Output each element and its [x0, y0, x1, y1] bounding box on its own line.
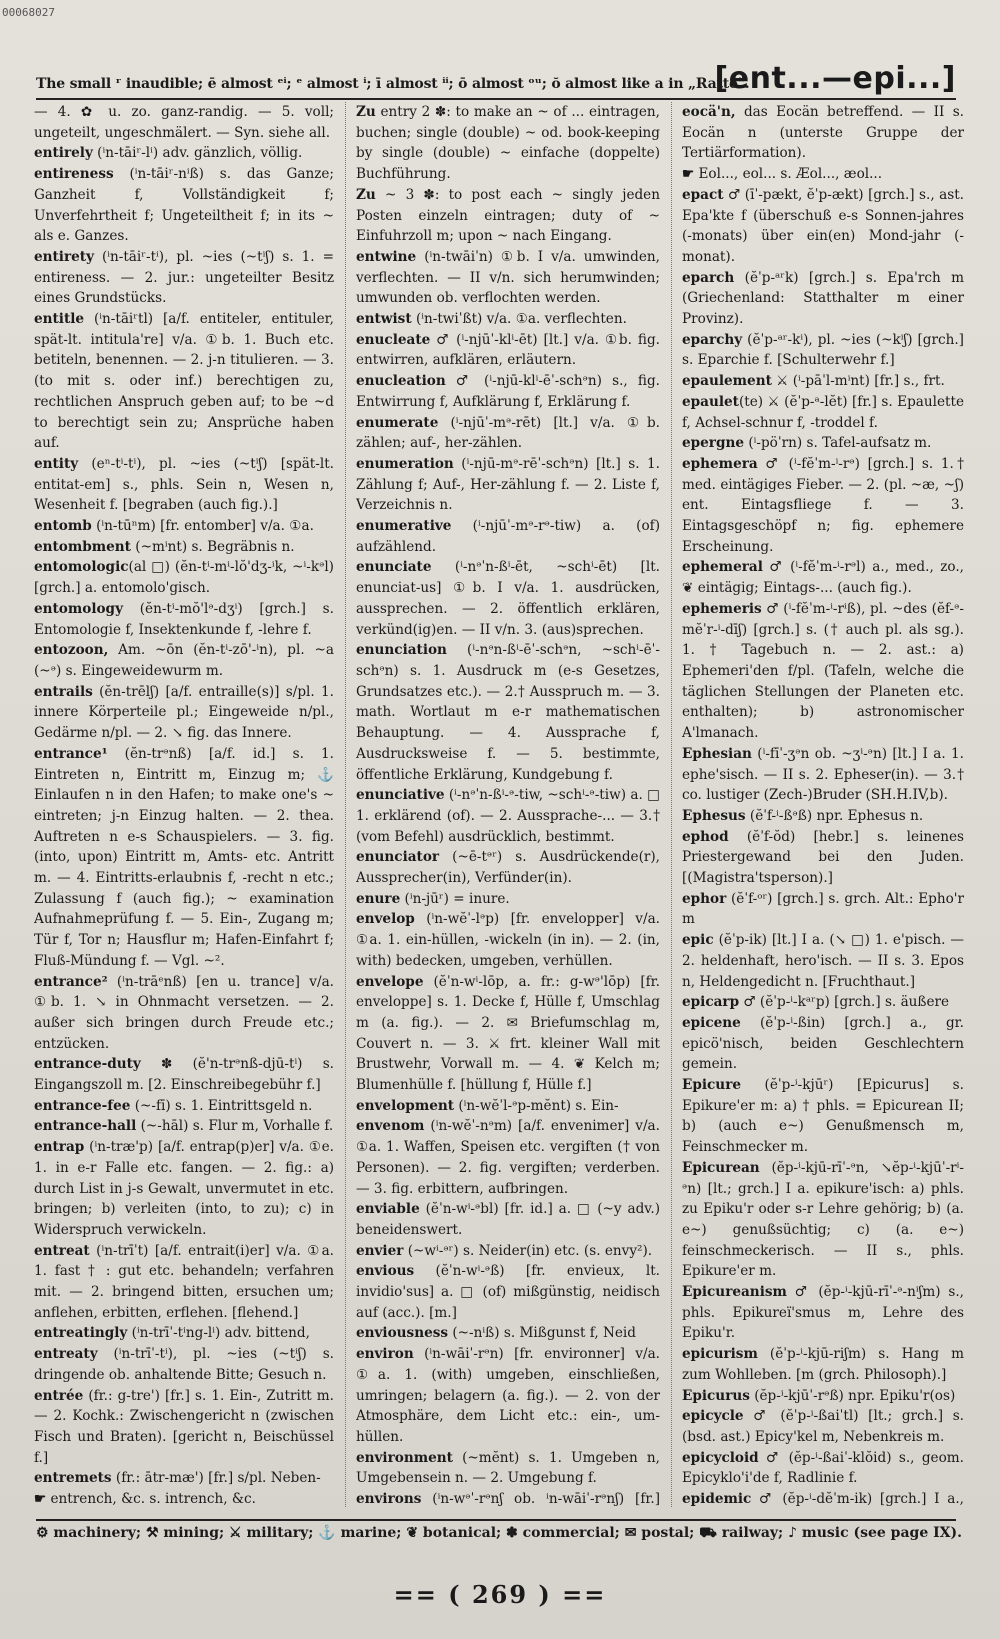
dictionary-entry: environment (~mĕnt) s. 1. Umgeben n, Umgebensein n. — 2. Umgebung f.	[356, 1449, 660, 1487]
dictionary-entry: epicene (ĕˈp-ⁱ-ßin) [grch.] a., gr. epicö'nisch, beiden Geschlechtern gemein.	[682, 1014, 964, 1073]
dictionary-entry: eparch (ĕˈp-ᵃʳk) [grch.] s. Epa'rch m (Griechenland: Statthalter m einer Provinz).	[682, 269, 964, 328]
dictionary-entry: entrance-fee (~-fī) s. 1. Eintrittsgeld n.	[34, 1097, 313, 1114]
dictionary-entry: epidemic ♂ (ĕp-ⁱ-dĕˈm-ik) [grch.] I a.,	[682, 1491, 964, 1508]
column-1	[34, 102, 334, 1512]
dictionary-entry: enucleate ♂ (ⁱ-njūˈ-klⁱ-ēt) [lt.] v/a. ①b. fig. entwirren, aufklären, erläutern.	[356, 331, 660, 369]
dictionary-entry: epic (ĕˈp-ik) [lt.] I a. (↘ □) 1. e'pisch. — 2. heldenhaft, hero'isch. — II s. 3. Epos n, Heldengedicht n. [Fruchthaut.]	[682, 932, 964, 990]
dictionary-entry: entrails (ĕn-trēlʃ) [a/f. entraille(s)] s/pl. 1. innere Körperteile pl.; Eingeweide n/pl., Gedärme n/pl. — 2. ↘ fig. das Innere.	[34, 683, 334, 742]
dictionary-entry: Epicurean (ĕp-ⁱ-kjū-rīˈ-ᵊn, ↘ĕp-ⁱ-kjūˈ-rⁱ-ᵊn) [lt.; grch.] I a. epikure'isch: a) phls. zu Epiku'r oder s-r Lehre gehörig; b) (a. e~) genußsüchtig; c) (a. e~) feinschmeckerisch. — II s., phls. Epikure'er m.	[682, 1159, 964, 1280]
dictionary-entry: entwist (ⁱn-twiˈßt) v/a. ①a. verflechten.	[356, 311, 627, 328]
dictionary-entry: ephemera ♂ (ⁱ-fĕˈm-ⁱ-rᵊ) [grch.] s. 1.† med. eintägiges Fieber. — 2. (pl. ~æ, ~ʃ) ent. Eintagsfliege f. — 3. Eintagsgeschöpf n; fig. ephemere Erscheinung.	[682, 455, 964, 555]
dictionary-entry: enumerate (ⁱ-njūˈ-mᵊ-rēt) [lt.] v/a. ①b. zählen; auf-, her-zählen.	[356, 414, 660, 452]
dictionary-entry: enunciate (ⁱ-nᵊˈn-ßⁱ-ēt, ~schⁱ-ēt) [lt. enunciat-us] ①b. I v/a. 1. ausdrücken, aussprechen. — 2. öffentlich erklären, verkünd(ig)en. — II v/n. 3. (aus)sprechen.	[356, 559, 660, 638]
dictionary-entry: Epicurus (ĕp-ⁱ-kjūˈ-rᵊß) npr. Epiku'r(os)	[682, 1387, 956, 1404]
dictionary-entry: enunciation (ⁱ-nᵊn-ßⁱ-ēˈ-schᵊn, ~schⁱ-ēˈ-schᵊn) s. 1. Ausdruck m (e-s Gesetzes, Grundsatzes etc.). — 2.† Ausspruch m. — 3. math. Wortlaut m e-r mathematischen Behauptung. — 4. Aussprache f, Ausdrucksweise f. — 5. bestimmte, öffentliche Erklärung, Kundgebung f.	[356, 642, 660, 783]
dictionary-entry: entrée (fr.: g-tre') [fr.] s. 1. Ein-, Zutritt m. — 2. Kochk.: Zwischengericht n (zwischen Fisch und Braten). [gericht n, Beischüssel f.]	[34, 1387, 334, 1466]
dictionary-entry: epaulet(te) ⚔ (ĕˈp-ᵃ-lĕt) [fr.] s. Epaulette f, Achsel-schnur f, -troddel f.	[682, 393, 964, 431]
dictionary-entry: ephemeris ♂ (ⁱ-fĕˈm-ⁱ-rⁱß), pl. ~des (ĕf-ᵊ-mĕˈr-ⁱ-dīʃ) [grch.] s. († auch pl. als sg.). 1. † Tagebuch n. — 2. ast.: a) Ephemeri'den f/pl. (Tafeln, welche die täglichen Stellungen der Planeten etc. enthalten); b) astronomischer A'lmanach.	[682, 600, 964, 742]
dictionary-entry: eocä'n, das Eocän betreffend. — II s. Eocän n (unterste Gruppe der Tertiärformation).	[682, 104, 964, 162]
dictionary-entry: environ (ⁱn-wāiˈ-rᵊn) [fr. environner] v/a. ①a. 1. (with) umgeben, einschließen, umringen; belagern (a. fig.). — 2. von der Atmosphäre, dem Licht etc.: ein-, um-hüllen.	[356, 1346, 660, 1445]
dictionary-entry: entozoon, Am. ~ōn (ĕn-tⁱ-zō'-ⁱn), pl. ~a (~ᵊ) s. Eingeweidewurm m.	[34, 642, 334, 679]
dictionary-entry: entwine (ⁱn-twāiˈn) ①b. I v/a. umwinden, verflechten. — II v/n. sich herumwinden; umwunden ob. verflochten werden.	[356, 248, 660, 307]
dictionary-entry: envelop (ⁱn-wĕˈ-lᵊp) [fr. envelopper] v/a. ①a. 1. ein-hüllen, -wickeln (in in). — 2. (in, with) bedecken, umgeben, verhüllen.	[356, 911, 660, 969]
dictionary-entry: ephod (ĕˈf-ŏd) [hebr.] s. leinenes Priestergewand bei den Juden. [(Magistra'tsperson).]	[682, 828, 964, 887]
dictionary-entry: enunciative (ⁱ-nᵊˈn-ßⁱ-ᵊ-tiw, ~schⁱ-ᵊ-tiw) a. □ 1. erklärend (of). — 2. Aussprache-... — 3.† (vom Befehl) ausdrücklich, bestimmt.	[356, 787, 660, 845]
dictionary-entry: enunciator (~ē-tᵊʳ) s. Ausdrückende(r), Aussprecher(in), Verfünder(in).	[356, 849, 660, 887]
page-footer	[36, 1519, 963, 1547]
dictionary-columns	[34, 102, 964, 1512]
dictionary-entry: entitle (ⁱn-tāiʳtl) [a/f. entiteler, entituler, spät-lt. intitula're] v/a. ①b. 1. Buch etc. betiteln, benennen. — 2. j-n titulieren. — 3. (to mit s. oder inf.) berechtigen zu, rechtlichen Anspruch geben auf; to be ~d to berechtigt sein zu; Ansprüche haben auf.	[34, 311, 334, 452]
dictionary-entry: Epicure (ĕˈp-ⁱ-kjūʳ) [Epicurus] s. Epikure'er m: a) † phls. = Epicurean II; b) (auch e~) Genußmensch m, Feinschmecker m.	[682, 1077, 964, 1156]
dictionary-entry: epicycle ♂ (ĕˈp-ⁱ-ßaiˈtl) [lt.; grch.] s. (bsd. ast.) Epicy'kel m, Nebenkreis m.	[682, 1408, 964, 1445]
dictionary-entry: entrap (ⁱn-træ'p) [a/f. entrap(p)er] v/a. ①e. 1. in e-r Falle etc. fangen. — 2. fig.: a) durch List in j-s Gewalt, unvermutet in etc. bringen; b) verleiten (into, to zu); c) in Widerspruch verwickeln.	[34, 1139, 334, 1238]
dictionary-entry: enviable (ĕˈn-wⁱ-ᵊbl) [fr. id.] a. □ (~y adv.) beneidenswert.	[356, 1201, 660, 1238]
dictionary-entry: entrance² (ⁱn-trāᵉnß) [en u. trance] v/a. ①b. 1. ↘ in Ohnmacht versetzen. — 2. außer sich bringen durch Freude etc.; entzücken.	[34, 973, 334, 1052]
dictionary-entry: entreaty (ⁱn-trīˈ-tⁱ), pl. ~ies (~tⁱʃ) s. dringende ob. anhaltende Bitte; Gesuch n.	[34, 1346, 334, 1383]
column-3	[682, 102, 964, 1512]
dictionary-entry: Epicureanism ♂ (ĕp-ⁱ-kjū-rīˈ-ᵊ-nⁱʃm) s., phls. Epikureï'smus m, Lehre des Epiku'r.	[682, 1284, 964, 1342]
dictionary-entry: envious (ĕˈn-wⁱ-ᵊß) [fr. envieux, lt. invidio'sus] a. □ (of) mißgünstig, neidisch auf (acc.). [m.]	[356, 1263, 660, 1321]
dictionary-entry	[34, 1510, 334, 1512]
page-header	[36, 54, 956, 100]
dictionary-entry: enumerative (ⁱ-njūˈ-mᵊ-rᵊ-tiw) a. (of) aufzählend.	[356, 518, 660, 555]
dictionary-entry: epact ♂ (īˈ-pækt, ĕˈp-ækt) [grch.] s., ast. Epa'kte f (überschuß e-s Sonnen-jahres (-monats) über ein(en) Mond-jahr (-monat).	[682, 186, 964, 265]
dictionary-entry: envier (~wⁱ-ᵊʳ) s. Neider(in) etc. (s. envy²).	[356, 1242, 653, 1259]
dictionary-entry: ☛ entrench, &c. s. intrench, &c.	[34, 1491, 256, 1508]
dictionary-entry: entrance¹ (ĕn-trᵊnß) [a/f. id.] s. 1. Eintreten n, Eintritt m, Einzug m; ⚓ Einlaufen n in den Hafen; to make one's ~ eintreten; j-n Einzug halten. — 2. thea. Auftreten n e-s Schauspielers. — 3. fig. (into, upon) Eintritt m, Amts- etc. Antritt m. — 4. Eintritts-erlaubnis f, -recht n etc.; Zulassung f (auch fig.); ~ examination Aufnahmeprüfung f. — 5. Ein-, Zugang m; Tür f, Tor n; Hausflur m; Hafen-Einfahrt f; Fluß-Mündung f. — Vgl. ~².	[34, 745, 334, 969]
dictionary-entry: epaulement ⚔ (ⁱ-pāˈl-mⁱnt) [fr.] s., frt.	[682, 373, 945, 390]
dictionary-entry: Ephesian (ⁱ-fīˈ-ʒᵊn ob. ~ʒⁱ-ᵊn) [lt.] I a. 1. ephe'sisch. — II s. 2. Epheser(in). — 3.† co. lustiger (Zech-)Bruder (SH.H.IV,b).	[682, 745, 964, 804]
page-number: == ( 269 ) ==	[393, 1580, 607, 1609]
dictionary-entry: enure (ⁱn-jūʳ) = inure.	[356, 890, 510, 907]
dictionary-entry: entreat (ⁱn-trīˈt) [a/f. entrait(i)er] v/a. ①a. 1. fast † : gut etc. behandeln; verfahren mit. — 2. bringend bitten, ersuchen um; anflehen, erbitten, erflehen. [flehend.]	[34, 1242, 334, 1321]
column-2	[356, 102, 660, 1512]
dictionary-entry: enucleation ♂ (ⁱ-njū-klⁱ-ēˈ-schᵊn) s., fig. Entwirrung f, Aufklärung f, Erklärung f.	[356, 373, 660, 410]
dictionary-entry: enumeration (ⁱ-njū-mᵊ-rēˈ-schᵊn) [lt.] s. 1. Zählung f; Auf-, Her-zählung f. — 2. Liste f, Verzeichnis n.	[356, 455, 660, 514]
guide-words: [ent...—epi...]	[714, 61, 956, 96]
dictionary-entry: entombment (~mⁱnt) s. Begräbnis n.	[34, 538, 295, 555]
dictionary-entry: epicarp ♂ (ĕˈp-ⁱ-kᵃʳp) [grch.] s. äußere	[682, 994, 950, 1011]
dictionary-entry: entrance-hall (~-hāl) s. Flur m, Vorhalle f.	[34, 1118, 334, 1135]
dictionary-entry: envelope (ĕˈn-wⁱ-lōp, a. fr.: g-wᵊ'lōp) [fr. enveloppe] s. 1. Decke f, Hülle f, Umschlag m (a. fig.). — 2. ✉ Briefumschlag m, Couvert n. — 3. ⚔ frt. kleiner Wall mit Brustwehr, Vorwall m. — 4. ❦ Kelch m; Blumenhülle f. [hüllung f, Hülle f.]	[356, 973, 660, 1094]
dictionary-entry: entrance-duty ✽ (ĕ'n-trᵊnß-djū-tⁱ) s. Eingangszoll m. [2. Einschreibegebühr f.]	[34, 1056, 334, 1094]
dictionary-entry: epicycloid ♂ (ĕp-ⁱ-ßaiˈ-klŏid) s., geom. Epicyklo'i'de f, Radlinie f.	[682, 1449, 964, 1487]
dictionary-entry: Zu entry 2 ✽: to make an ~ of ... eintragen, buchen; single (double) ~ od. book-keeping by single (double) ~ einfache (doppelte) Buchführung.	[356, 104, 660, 183]
dictionary-entry: ephor (ĕˈf-ᵒʳ) [grch.] s. grch. Alt.: Epho'r m	[682, 890, 964, 928]
dictionary-entry: — 4. ✿ u. zo. ganz-randig. — 5. voll; ungeteilt, ungeschmälert. — Syn. siehe all.	[34, 104, 334, 141]
dictionary-entry: entomb (ⁱn-tūⁿm) [fr. entomber] v/a. ①a.	[34, 518, 314, 535]
scan-id: 00068027	[2, 6, 55, 19]
dictionary-entry: entirety (ⁱn-tāiʳ-tⁱ), pl. ~ies (~tⁱʃ) s. 1. = entireness. — 2. jur.: ungeteilter Besitz eines Grundstücks.	[34, 248, 334, 307]
dictionary-entry: Zu ~ 3 ✽: to post each ~ singly jeden Posten einzeln eintragen; duty of ~ Einfuhrzoll m; upon ~ nach Eingang.	[356, 186, 660, 245]
dictionary-entry: entomologic(al □) (ĕn-tⁱ-mⁱ-lŏ'dʒ-ⁱk, ~ⁱ-kᵊl) [grch.] a. entomolo'gisch.	[34, 559, 334, 597]
dictionary-entry: entreatingly (ⁱn-trīˈ-tⁱng-lⁱ) adv. bittend,	[34, 1325, 310, 1342]
dictionary-entry: envenom (ⁱn-wĕˈ-nᵊm) [a/f. envenimer] v/a. ①a. 1. Waffen, Speisen etc. vergiften († von Personen). — 2. fig. vergiften; verderben. — 3. fig. erbittern, aufbringen.	[356, 1118, 660, 1197]
dictionary-entry: Ephesus (ĕˈf-ⁱ-ßᵊß) npr. Ephesus n.	[682, 807, 924, 824]
dictionary-entry: ☛ Eol..., eol... s. Æol..., æol...	[682, 166, 883, 183]
dictionary-entry: ephemeral ♂ (ⁱ-fĕˈm-ⁱ-rᵊl) a., med., zo., ❦ eintägig; Eintags-... (auch fig.).	[682, 559, 964, 597]
dictionary-entry: envelopment (ⁱn-wĕˈl-ᵊp-mĕnt) s. Ein-	[356, 1097, 619, 1114]
dictionary-entry: entity (eⁿ-tⁱ-tⁱ), pl. ~ies (~tⁱʃ) [spät-lt. entitat-em] s., phls. Sein n, Wesen n, Wesenheit f. [begraben (auch fig.).]	[34, 455, 334, 514]
dictionary-entry: eparchy (ĕˈp-ᵃʳ-kⁱ), pl. ~ies (~kⁱʃ) [grch.] s. Eparchie f. [Schulterwehr f.]	[682, 331, 964, 369]
dictionary-entry: entirely (ⁱn-tāiʳ-lⁱ) adv. gänzlich, völlig.	[34, 145, 303, 162]
symbol-legend: ⚙ machinery; ⚒ mining; ⚔ military; ⚓ marine; ❦ botanical; ✽ commercial; ✉ postal; ⛟ railway; ♪ music (see page IX).	[36, 1525, 963, 1541]
dictionary-entry: entireness (ⁱn-tāiʳ-nⁱß) s. das Ganze; Ganzheit f, Vollständigkeit f; Unverfehrtheit f; Ungeteiltheit f; in its ~ als e. Ganzes.	[34, 166, 334, 245]
dictionary-entry: enviousness (~-nⁱß) s. Mißgunst f, Neid	[356, 1325, 636, 1342]
dictionary-entry: entremets (fr.: ātr-mæ') [fr.] s/pl. Neben-	[34, 1470, 321, 1487]
dictionary-entry: epicurism (ĕˈp-ⁱ-kjū-riʃm) s. Hang m zum Wohlleben. [m (grch. Philosoph).]	[682, 1346, 964, 1383]
dictionary-entry: epergne (ⁱ-pöˈrn) s. Tafel-aufsatz m.	[682, 435, 932, 452]
dictionary-entry: entomology (ĕn-tⁱ-mŏ'lᵊ-dʒⁱ) [grch.] s. Entomologie f, Insektenkunde f, -lehre f.	[34, 600, 334, 638]
dictionary-entry: environs (ⁱn-wᵊˈ-rᵊnʃ ob. ⁱn-wāiˈ-rᵊnʃ) [fr.]	[356, 1491, 660, 1508]
pronunciation-guide: The small ʳ inaudible; ē almost ᵉⁱ; ᵉ almost ⁱ; ī almost ⁱⁱ; ō almost ᵒᵘ; ŏ almost like a in „Ratte".	[36, 76, 750, 92]
